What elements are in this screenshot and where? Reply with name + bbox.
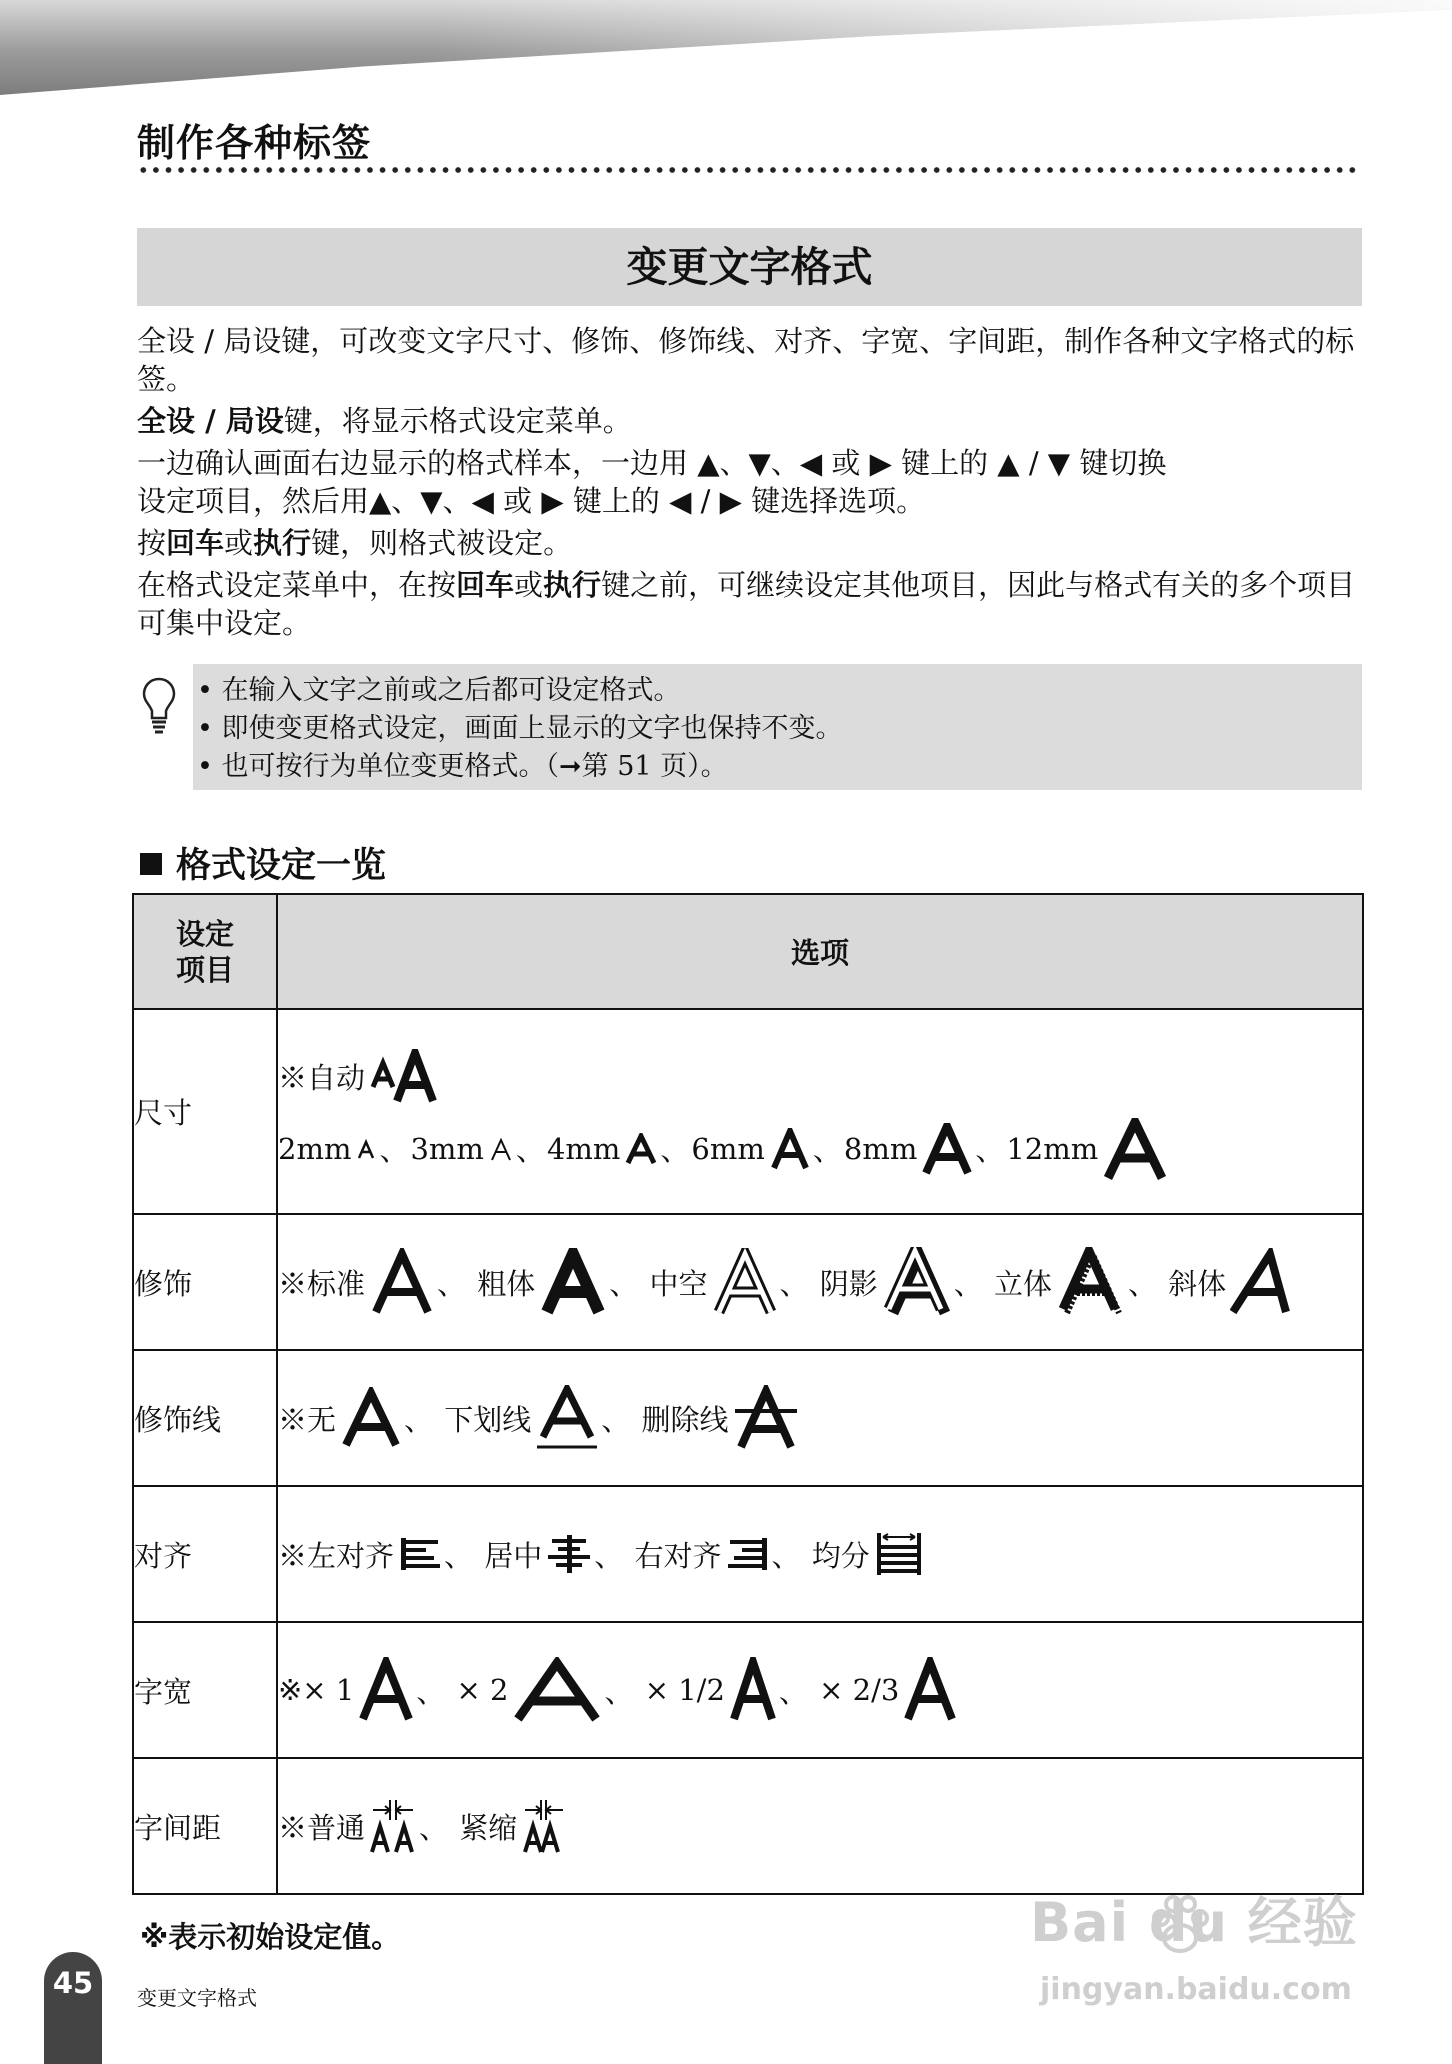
sample-a-width-two-thirds-icon [903,1657,957,1723]
size-options [277,1009,1363,1214]
intro-paragraph-2 [137,402,1367,440]
text-span: 设定项目，然后用▲、▼、◀ 或 ▶ 键上的 ◀ / ▶ 键选择选项。 [137,484,926,518]
header-item [133,894,277,1009]
sample-a-8mm-icon [921,1123,973,1175]
sample-a-4mm-icon [624,1133,658,1165]
option-none [278,1387,402,1449]
width-options [277,1622,1363,1758]
option-justify [812,1531,924,1577]
spacing-narrow-icon [521,1798,567,1854]
separator: 、 [419,1810,449,1845]
header-text: 设定 [175,916,234,951]
text-span: 键之前，可继续设定其他项目，因此与格式有关的多个项目可集中设定。 [137,568,1356,640]
sample-a-3d-icon [1056,1247,1126,1317]
option-right [635,1534,770,1575]
separator: 、 [1128,1266,1158,1301]
option-label: 6mm [691,1131,765,1166]
option-2mm [278,1132,377,1166]
header-options: 选项 [277,894,1363,1009]
text-span: 键，将显示格式设定菜单。 [283,404,632,438]
key-name: 执行 [543,568,602,602]
table-row-style [133,1214,1363,1350]
option-center [484,1533,592,1575]
sample-a-shadow-icon [882,1247,952,1317]
sample-a-width-1-icon [358,1657,414,1723]
section-title: 制作各种标签 [137,121,372,165]
separator: 、 [444,1538,474,1573]
option-label: 立体 [994,1266,1053,1301]
item-label: 修饰线 [133,1350,277,1486]
option-12mm [1006,1118,1168,1180]
sample-a-12mm-icon [1102,1118,1168,1180]
watermark-url: jingyan.baidu.com [1040,1972,1352,2007]
spacing-normal-icon [369,1798,417,1854]
list-heading [140,838,386,888]
option-auto [278,1049,449,1105]
separator: 、 [601,1402,631,1437]
text-span: 键，则格式被设定。 [311,526,573,560]
size-auto-line [278,1040,1362,1114]
separator: 、 [437,1266,467,1301]
option-label: ※× 1 [278,1673,355,1707]
intro-paragraph-3 [137,444,1367,520]
option-width-half [645,1657,777,1723]
item-label: 字宽 [133,1622,277,1758]
footer-label: 变更文字格式 [137,1986,257,2010]
intro-paragraph-4 [137,524,1367,562]
key-name: 回车 [166,526,225,560]
sample-a-outline-icon [712,1248,778,1316]
option-3mm [410,1132,513,1166]
option-shadow [820,1247,952,1317]
option-label: 3mm [410,1131,484,1166]
spacing-options [277,1758,1363,1894]
separator: 、 [778,1674,808,1709]
option-outline [650,1248,778,1316]
page-heading: 变更文字格式 [137,228,1362,306]
key-name: 回车 [456,568,515,602]
header-text: 项目 [175,952,234,987]
intro-text [137,322,1367,646]
intro-paragraph-1: 全设 / 局设键，可改变文字尺寸、修饰、修饰线、对齐、字宽、字间距，制作各种文字格式的标签。 [137,324,1355,396]
size-options-line [278,1114,1362,1184]
option-label: ※无 [278,1402,337,1437]
paw-icon [1145,1890,1215,1960]
lightbulb-icon [141,676,177,736]
key-name: 执行 [253,526,312,560]
format-settings-table [132,893,1364,1895]
sample-a-plain-icon [340,1387,402,1449]
sample-a-width-half-icon [729,1657,777,1723]
separator: 、 [515,1133,545,1167]
watermark-logo: Bai du 经验 [1030,1891,1358,1954]
separator: 、 [604,1674,634,1709]
text-span: 在格式设定菜单中，在按 [137,568,457,602]
option-label: 斜体 [1168,1266,1227,1301]
sample-a-normal-icon [369,1248,435,1316]
option-strikethrough [642,1385,799,1451]
item-label: 对齐 [133,1486,277,1622]
option-left [278,1534,442,1575]
intro-paragraph-5 [137,566,1367,642]
option-label: × 2/3 [819,1673,900,1707]
separator: 、 [404,1402,434,1437]
item-label: 字间距 [133,1758,277,1894]
option-label: 紧缩 [459,1810,518,1845]
option-label: ※标准 [278,1266,366,1301]
option-label: × 1/2 [644,1673,725,1707]
footnote: ※表示初始设定值。 [140,1920,401,1954]
separator: 、 [594,1538,624,1573]
option-width-2 [457,1657,603,1723]
sample-a-italic-icon [1230,1248,1292,1316]
table-row-width [133,1622,1363,1758]
list-heading-text: 格式设定一览 [176,846,387,886]
table-row-line [133,1350,1363,1486]
option-label: 均分 [811,1538,870,1573]
align-center-icon [546,1533,592,1575]
align-left-icon [398,1534,442,1574]
header-band [0,0,1452,95]
page-number: 45 [44,1952,102,2064]
option-label: ※普通 [278,1810,366,1845]
separator: 、 [771,1538,801,1573]
option-underline [444,1385,599,1451]
option-label: 4mm [546,1131,621,1166]
style-options [277,1214,1363,1350]
separator: 、 [779,1266,809,1301]
text-span: 按 [137,526,167,560]
option-narrow-spacing [459,1798,567,1854]
option-label: 8mm [843,1131,918,1166]
option-label: ※自动 [278,1061,366,1095]
align-options [277,1486,1363,1622]
option-width-1 [278,1657,414,1723]
tip-line: • 在输入文字之前或之后都可设定格式。 [197,675,681,706]
separator: 、 [379,1133,409,1167]
table-header-row [133,894,1363,1009]
item-label: 尺寸 [133,1009,277,1214]
separator: 、 [975,1133,1005,1167]
key-name: 全设 / 局设 [137,404,284,438]
option-normal-spacing [278,1798,417,1854]
option-4mm [547,1132,658,1166]
watermark [1030,1880,1370,2030]
separator: 、 [609,1266,639,1301]
sample-a-6mm-icon [769,1128,811,1170]
item-label: 修饰 [133,1214,277,1350]
tip-line: • 也可按行为单位变更格式。（➞第 51 页）。 [197,751,728,782]
tip-line: • 即使变更格式设定，画面上显示的文字也保持不变。 [197,713,843,744]
text-span: 一边确认画面右边显示的格式样本，一边用 ▲、▼、◀ 或 ▶ 键上的 ▲ / ▼ 键切换 [137,446,1167,480]
separator: 、 [812,1133,842,1167]
option-8mm [844,1123,973,1175]
option-bold [477,1248,607,1316]
option-label: × 2 [456,1673,509,1707]
align-justify-icon [874,1531,924,1577]
option-label: 删除线 [641,1402,729,1437]
option-label: 阴影 [819,1266,878,1301]
sample-a-width-2-icon [512,1657,602,1723]
table-row-spacing [133,1758,1363,1894]
option-label: 12mm [1006,1131,1099,1166]
option-6mm [691,1128,810,1170]
option-label: 2mm [278,1131,352,1166]
option-3d [994,1247,1126,1317]
separator: 、 [953,1266,983,1301]
table-row-align [133,1486,1363,1622]
dotted-divider [137,166,1362,174]
option-italic [1168,1248,1292,1316]
text-span: 或 [224,526,254,560]
option-label: 下划线 [444,1402,532,1437]
align-right-icon [726,1534,770,1574]
option-width-two-thirds [819,1657,957,1723]
square-bullet-icon [140,853,162,875]
text-span: 或 [514,568,544,602]
sample-a-bold-icon [539,1248,607,1316]
table-row-size [133,1009,1363,1214]
auto-size-sample-icon [369,1049,449,1105]
option-label: 中空 [649,1266,708,1301]
option-label: 居中 [484,1538,543,1573]
tip-box [193,664,1362,790]
option-label: 粗体 [477,1266,536,1301]
option-label: ※左对齐 [278,1538,395,1573]
option-label: 右对齐 [634,1538,722,1573]
sample-a-3mm-icon [488,1136,514,1162]
option-normal [278,1248,435,1316]
sample-a-strikethrough-icon [733,1385,799,1451]
separator: 、 [660,1133,690,1167]
sample-a-2mm-icon [355,1138,377,1160]
line-options [277,1350,1363,1486]
separator: 、 [416,1674,446,1709]
sample-a-underline-icon [535,1385,599,1451]
